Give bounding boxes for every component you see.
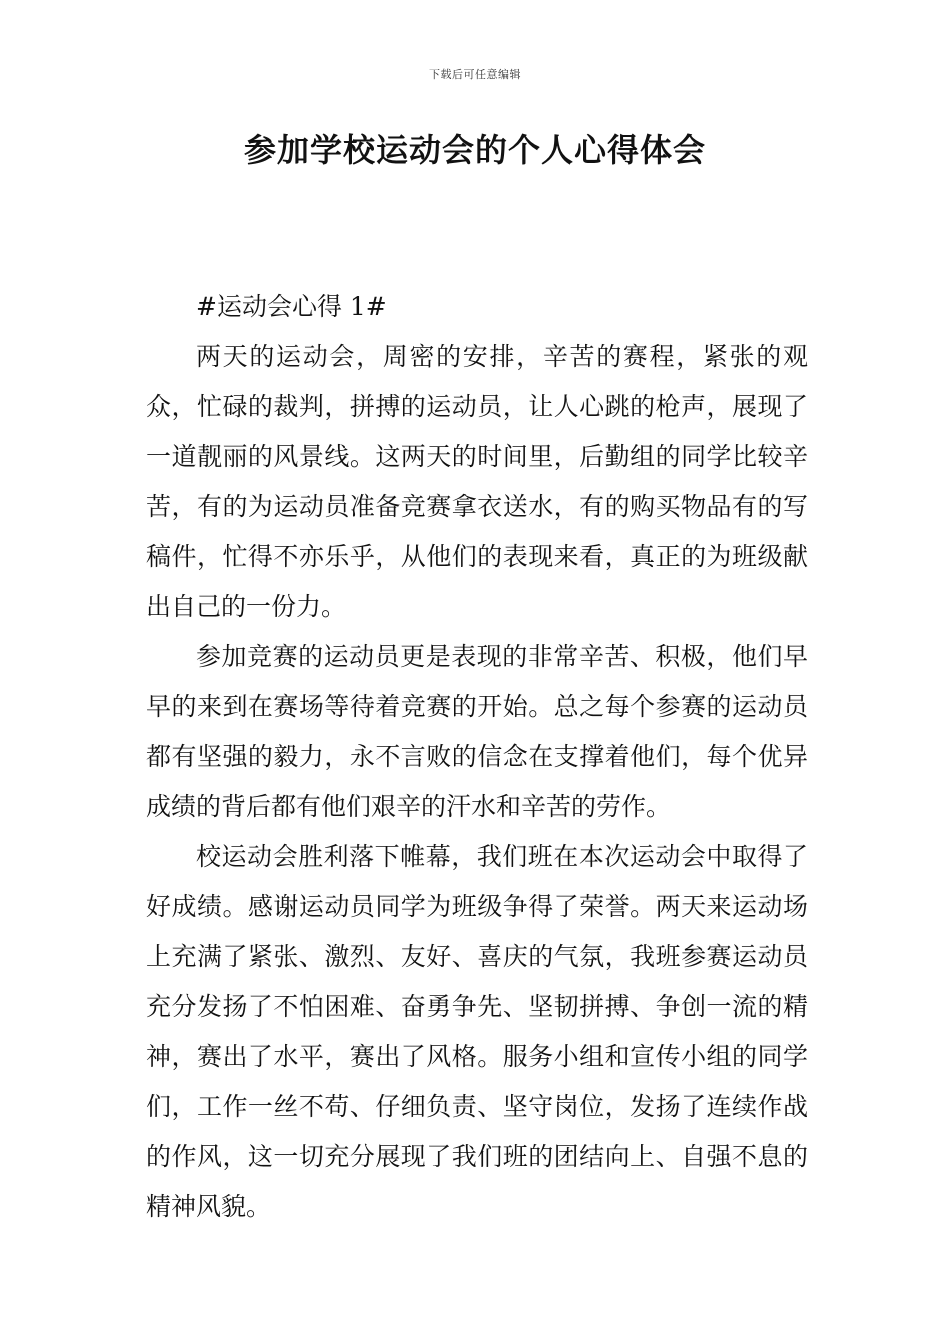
header-note: 下载后可任意编辑 bbox=[429, 68, 521, 81]
paragraph-1: 两天的运动会，周密的安排，辛苦的赛程，紧张的观众，忙碌的裁判，拼搏的运动员，让人心跳的枪声，展现了一道靓丽的风景线。这两天的时间里，后勤组的同学比较辛苦，有的为运动员准备竞赛拿衣送水，有的购买物品有的写稿件，忙得不亦乐乎，从他们的表现来看，真正的为班级献出自己的一份力。 bbox=[146, 342, 808, 621]
document-body bbox=[146, 282, 808, 1232]
section-heading: #运动会心得 1# bbox=[196, 292, 387, 321]
paragraph-2: 参加竞赛的运动员更是表现的非常辛苦、积极，他们早早的来到在赛场等待着竞赛的开始。总之每个参赛的运动员都有坚强的毅力，永不言败的信念在支撑着他们，每个优异成绩的背后都有他们艰辛的汗水和辛苦的劳作。 bbox=[146, 642, 808, 821]
document-title: 参加学校运动会的个人心得体会 bbox=[243, 131, 706, 169]
paragraph-3: 校运动会胜利落下帷幕，我们班在本次运动会中取得了好成绩。感谢运动员同学为班级争得了荣誉。两天来运动场上充满了紧张、激烈、友好、喜庆的气氛，我班参赛运动员充分发扬了不怕困难、奋勇争先、坚韧拼搏、争创一流的精神，赛出了水平，赛出了风格。服务小组和宣传小组的同学们，工作一丝不苟、仔细负责、坚守岗位，发扬了连续作战的作风，这一切充分展现了我们班的团结向上、自强不息的精神风貌。 bbox=[146, 842, 808, 1221]
